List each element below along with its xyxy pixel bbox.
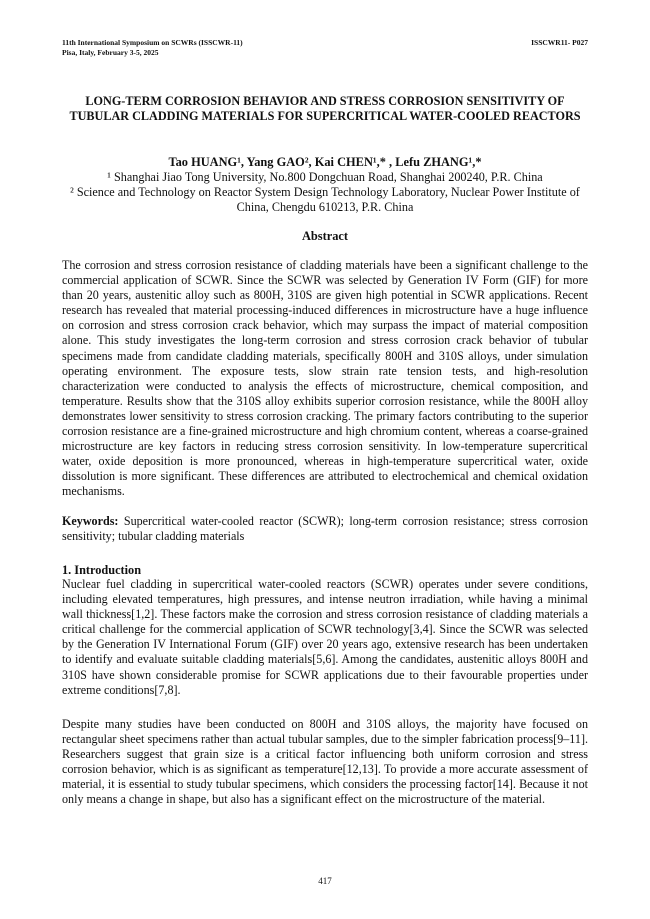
intro-paragraph-1: Nuclear fuel cladding in supercritical water-cooled reactors (SCWR) operates under severe conditions, including elevated temperatures, high pressures, and intense neutron irradiation, while having a minimal wall thickness[1,2]. These factors make the corrosion and stress corrosion resistance of cladding materials a critical challenge for the commercial application of SCWR technology[3,4]. Since the SCWR was selected by the Generation IV International Forum (GIF) over 20 years ago, extensive research has been undertaken to identify and evaluate suitable cladding materials[5,6]. Among the candidates, austenitic alloys 800H and 310S have shown considerable promise for SCWR applications due to their favourable properties under extreme conditions[7,8]. <box>62 577 588 697</box>
abstract-text: The corrosion and stress corrosion resistance of cladding materials have been a significant challenge to the commercial application of SCWR. Since the SCWR was selected by Generation IV Form (GIF) for more than 20 years, austenitic alloy such as 800H, 310S are given high potential in SCWR applications. Recent research has revealed that material processing-induced differences in microstructure have a huge influence on corrosion and stress corrosion crack behavior, which may surpass the impact of material composition alone. This study investigates the long-term corrosion and stress corrosion crack behavior of tubular specimens made from candidate cladding materials, specifically 800H and 310S alloys, under simulation operating environment. The exposure tests, slow strain rate tension tests, and high-resolution characterization were conducted to analysis the effects of microstructure, chemical composition, and temperature. Results show that the 310S alloy exhibits superior corrosion resistance, while the 800H alloy demonstrates lower sensitivity to stress corrosion cracking. The primary factors contributing to the superior corrosion resistance are a fine-grained microstructure and high chromium content, whereas a coarse-grained microstructure are key factors in reducing stress corrosion sensitivity. In low-temperature supercritical water, oxide deposition is more pronounced, whereas in high-temperature supercritical water, oxide dissolution is more significant. These differences are attributed to electrochemical and chemical oxidation mechanisms. <box>62 258 588 499</box>
author-list: Tao HUANG¹, Yang GAO², Kai CHEN¹,* , Lefu ZHANG¹,* <box>168 155 482 169</box>
keywords-label: Keywords: <box>62 514 119 528</box>
conference-name: 11th International Symposium on SCWRs (ISSCWR-11) <box>62 38 243 47</box>
page-number: 417 <box>318 876 332 886</box>
paper-id: ISSCWR11- P027 <box>531 38 588 47</box>
abstract-heading: Abstract <box>301 229 349 243</box>
keywords <box>62 514 588 544</box>
conference-location: Pisa, Italy, February 3-5, 2025 <box>62 48 159 57</box>
affiliation-2: ² Science and Technology on Reactor System Design Technology Laboratory, Nuclear Power Institute of China, Chengdu 610213, P.R. China <box>70 185 580 214</box>
intro-paragraph-2: Despite many studies have been conducted on 800H and 310S alloys, the majority have focused on rectangular sheet specimens rather than actual tubular samples, due to the simpler fabrication process[9–11]. Researchers suggest that grain size is a critical factor influencing both uniform corrosion and stress corrosion behavior, which is as significant as temperature[12,13]. To provide a more accurate assessment of material, it is essential to study tubular specimens, which considers the processing factor[14]. Because it not only means a change in shape, but also has a significant effect on the microstructure of the material. <box>62 717 588 807</box>
running-header <box>62 38 243 58</box>
keywords-text: Supercritical water-cooled reactor (SCWR); long-term corrosion resistance; stress corrosion sensitivity; tubular cladding materials <box>62 514 588 544</box>
paper-title: LONG-TERM CORROSION BEHAVIOR AND STRESS CORROSION SENSITIVITY OF TUBULAR CLADDING MATERIALS FOR SUPERCRITICAL WATER-COOLED REACTORS <box>69 94 581 123</box>
affiliation-1: ¹ Shanghai Jiao Tong University, No.800 Dongchuan Road, Shanghai 200240, P.R. China <box>107 170 543 184</box>
section-heading-introduction: 1. Introduction <box>62 563 142 577</box>
